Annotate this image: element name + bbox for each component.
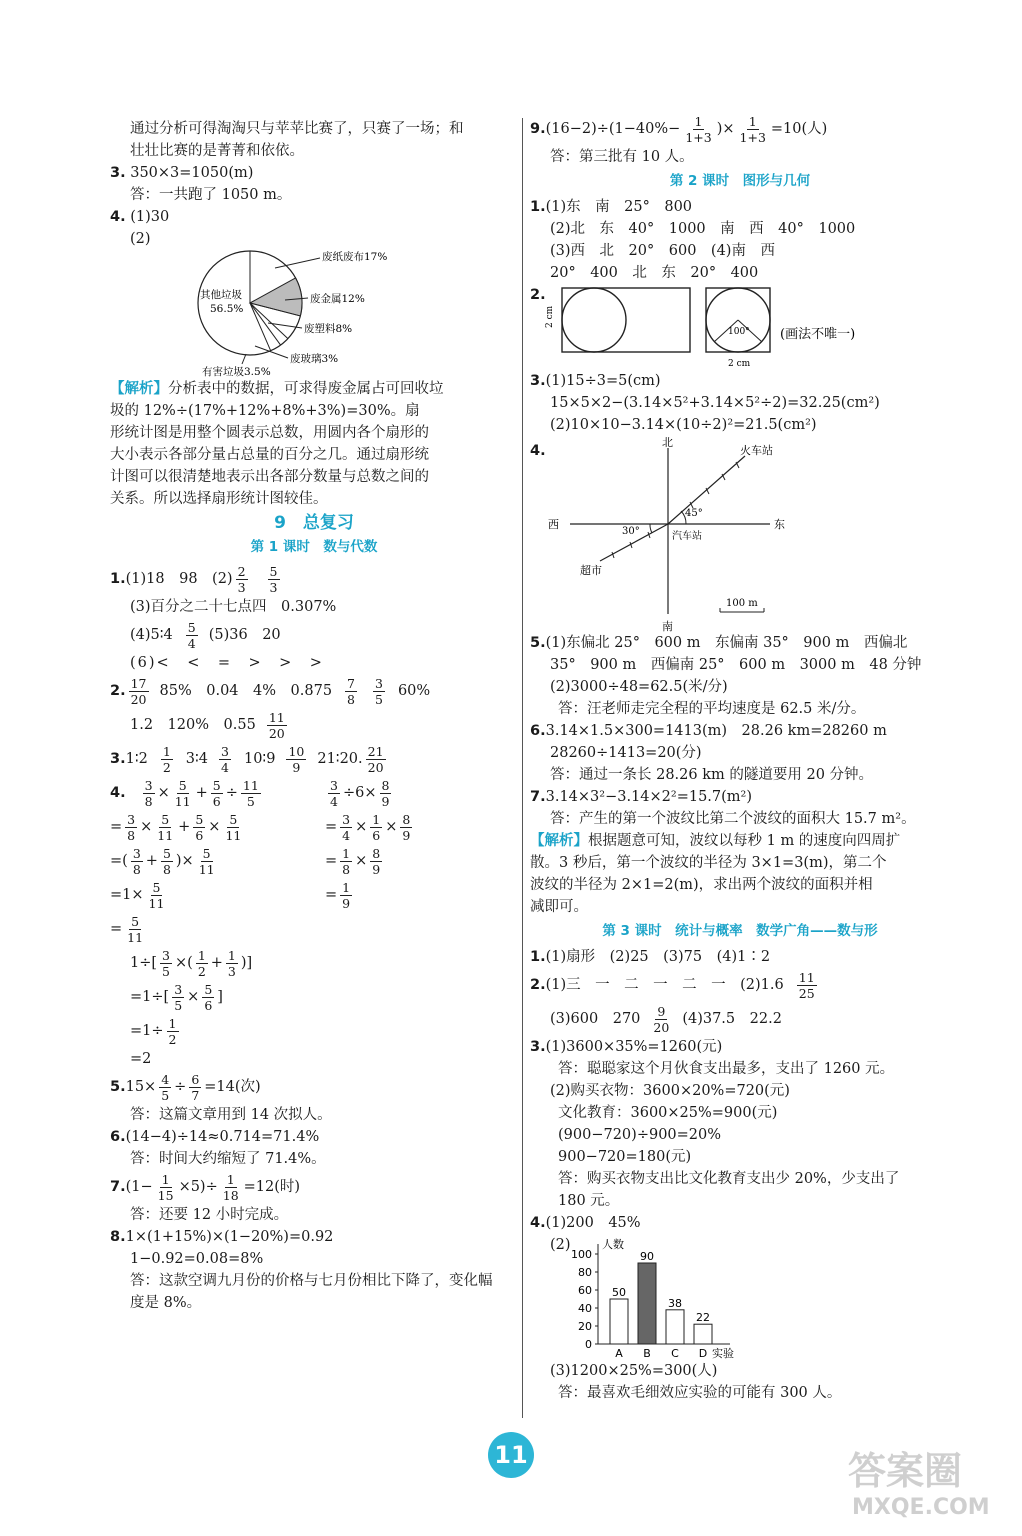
text: 10∶9 xyxy=(243,751,276,767)
text-line: 圾的 12%÷(17%+12%+8%+3%)=30%。扇 xyxy=(110,403,420,419)
fraction: $\frac{3}{4}$ xyxy=(221,743,229,775)
answer-line: 答：一共跑了 1050 m。 xyxy=(130,187,292,203)
text: 3.14×3²−3.14×2²=15.7(m²) xyxy=(545,789,753,805)
lesson-title: 第 1 课时 数与代数 xyxy=(250,539,378,555)
question-number: 9. xyxy=(530,121,546,137)
leader-line xyxy=(242,354,246,364)
answer-line: 答：最喜欢毛细效应实验的可能有 300 人。 xyxy=(558,1385,842,1401)
y-tick-label: 40 xyxy=(578,1302,592,1315)
problem-9-line: 9. (16−2)÷(1−40%− $\frac{1}{1+3}$ )× $\frac{1}{1+3}$ =10(人) xyxy=(530,113,828,145)
bus-station-label: 汽车站 xyxy=(672,531,702,542)
bar-C xyxy=(666,1310,684,1344)
bar-value-label: 50 xyxy=(612,1286,626,1299)
text-line: (2)购买衣物：3600×20%=720(元) xyxy=(550,1083,790,1099)
analysis-tag: 【解析】 xyxy=(530,833,588,849)
calc-line: = $\frac{1}{9}$ xyxy=(325,879,351,911)
text-line: 1−0.92=0.08=8% xyxy=(130,1251,264,1267)
north-label: 北 xyxy=(662,436,673,449)
question-number: 8. xyxy=(110,1229,126,1245)
text-line: 35° 900 m 西偏南 25° 600 m 3000 m 48 分钟 xyxy=(550,657,922,673)
text-line: (900−720)÷900=20% xyxy=(558,1127,722,1143)
text-line: 波纹的半径为 2×1=2(m)，求出两个波纹的面积并相 xyxy=(530,877,873,893)
text-line: 壮壮比赛的是菁菁和依依。 xyxy=(130,143,304,159)
fraction: $\frac{5}{4}$ xyxy=(187,619,196,651)
text: (1)东 南 25° 800 xyxy=(545,199,693,215)
text: (5)36 20 xyxy=(208,627,281,643)
pie-label-plastic: 废塑料8% xyxy=(304,323,353,335)
answer-line: 180 元。 xyxy=(558,1193,620,1209)
text-line: (2)10×10−3.14×(10÷2)²=21.5(cm²) xyxy=(550,417,817,433)
answer-line: 答：这篇文章用到 14 次拟人。 xyxy=(130,1107,332,1123)
fraction: $\frac{17}{20}$ xyxy=(130,675,147,707)
text: 350×3=1050(m) xyxy=(130,165,254,181)
text-line: 15×5×2−(3.14×5²+3.14×5²÷2)=32.25(cm²) xyxy=(550,395,880,411)
fraction: $\frac{1}{2}$ xyxy=(162,743,171,775)
answer-line: 答：这款空调九月份的价格与七月份相比下降了，变化幅 xyxy=(130,1273,493,1289)
text: (1)200 45% xyxy=(545,1215,641,1231)
page-number-badge: 11 xyxy=(488,1432,534,1478)
calc-line: = $\frac{3}{8}$ × $\frac{5}{11}$ + $\frac{5}{6}$ × $\frac{5}{11}$ xyxy=(110,811,242,843)
text-line: (2)北 东 40° 1000 南 西 40° 1000 xyxy=(550,221,856,237)
question-number: 1. xyxy=(530,949,546,965)
text: 3.14×1.5×300=1413(m) 28.26 km=28260 m xyxy=(545,723,887,739)
question-number: 7. xyxy=(110,1179,126,1195)
category-label: D xyxy=(698,1347,708,1360)
text-line: 大小表示各部分量占总量的百分之几。通过扇形统 xyxy=(110,447,429,463)
answer-line: 答：产生的第一个波纹比第二个波纹的面积大 15.7 m²。 xyxy=(550,811,916,827)
text-line: (2)3000÷48=62.5(米/分) xyxy=(550,679,728,695)
text: 21∶20. xyxy=(317,751,363,767)
question-number: 3. xyxy=(110,165,126,181)
answer-line: 答：汪老师走完全程的平均速度是 62.5 米/分。 xyxy=(558,701,866,717)
question-number: 3. xyxy=(530,1039,546,1055)
text: 1.2 120% 0.55 xyxy=(130,717,256,733)
text: (1)18 98 (2) xyxy=(125,571,233,587)
bottom-label: 2 cm xyxy=(728,359,751,369)
fraction: $\frac{10}{9}$ xyxy=(288,743,305,775)
question-number: 6. xyxy=(110,1129,126,1145)
question-number: 5. xyxy=(110,1079,126,1095)
calc-line: = 1 ÷ $\frac{1}{2}$ xyxy=(130,1015,177,1047)
market-label: 超市 xyxy=(580,564,602,577)
text-line: (6)< < = > > > xyxy=(130,655,324,671)
y-axis-label: 人数 xyxy=(602,1238,624,1251)
bar-B xyxy=(638,1263,656,1344)
bar-chart xyxy=(530,1234,950,1360)
watermark-logo xyxy=(842,1440,992,1520)
question-number: 4. xyxy=(110,209,126,225)
text-line: 900−720=180(元) xyxy=(558,1149,692,1165)
side-label: 2 cm xyxy=(545,305,555,328)
question-number: 5. xyxy=(530,635,546,651)
compass-svg xyxy=(540,436,840,632)
answer-line: 答：第三批有 10 人。 xyxy=(550,149,694,165)
problem-s2-line: (3)600 270 $\frac{9}{20}$ (4)37.5 22.2 xyxy=(550,1003,782,1035)
calc-line: $\frac{3}{4}$ ÷ 6 × $\frac{8}{9}$ xyxy=(330,777,390,809)
watermark-url: MXQE.COM xyxy=(852,1495,990,1520)
problem-4 xyxy=(110,776,518,946)
bar-A xyxy=(610,1299,628,1344)
text: (2) xyxy=(550,1237,571,1253)
problem-2-line xyxy=(110,674,518,708)
x-axis-label: 实验 xyxy=(712,1347,734,1360)
answer-line: 度是 8%。 xyxy=(130,1295,202,1311)
y-tick-label: 0 xyxy=(585,1338,592,1351)
y-tick-label: 100 xyxy=(571,1248,592,1261)
pie-label-metal: 废金属12% xyxy=(310,293,365,305)
y-tick-label: 20 xyxy=(578,1320,592,1333)
bar-value-label: 38 xyxy=(668,1296,682,1310)
answer-line: 答：通过一条长 28.26 km 的隧道要用 20 分钟。 xyxy=(550,767,874,783)
text: 根据题意可知，波纹以每秒 1 m 的速度向四周扩 xyxy=(588,833,901,849)
pie-chart-svg xyxy=(150,228,450,378)
pie-value-other: 56.5% xyxy=(210,303,244,315)
text: (1)15÷3=5(cm) xyxy=(545,373,661,389)
west-label: 西 xyxy=(548,518,559,531)
question-number: 3. xyxy=(530,373,546,389)
pie-label-glass: 废玻璃3% xyxy=(290,353,339,365)
lesson-title: 第 2 课时 图形与几何 xyxy=(669,173,811,189)
fraction: $\frac{7}{8}$ xyxy=(347,675,355,707)
east-label: 东 xyxy=(774,518,785,531)
answer-line: 答：购买衣物支出比文化教育支出少 20%，少支出了 xyxy=(558,1171,900,1187)
text-line: (3)1200×25%=300(人) xyxy=(550,1363,718,1379)
text: 1×(1+15%)×(1−20%)=0.92 xyxy=(125,1229,334,1245)
pie-label-paper: 废纸废布17% xyxy=(322,251,388,263)
section-title: 9 总复习 xyxy=(274,513,354,533)
bar-chart-svg xyxy=(530,1234,790,1360)
text-line: 通过分析可得淘淘只与苹苹比赛了，只赛了一场；和 xyxy=(130,121,464,137)
problem-4-map xyxy=(530,436,950,632)
calc-line: = $\frac{5}{11}$ xyxy=(110,913,144,945)
problem-2-figure xyxy=(530,284,950,370)
text-line: 文化教育：3600×25%=900(元) xyxy=(558,1105,778,1121)
text-line: 计图可以很清楚地表示出各部分数量与总数之间的 xyxy=(110,469,429,485)
question-number: 1. xyxy=(110,571,126,587)
bar-value-label: 90 xyxy=(640,1250,654,1263)
question-number: 2. xyxy=(530,287,546,303)
problem-3-line xyxy=(110,742,518,776)
geometry-svg xyxy=(530,284,930,370)
category-label: B xyxy=(643,1347,651,1360)
text: (1)30 xyxy=(130,209,170,225)
calc-line: = 1 ÷[ $\frac{3}{5}$ × $\frac{5}{6}$ ] xyxy=(130,981,223,1013)
right-column xyxy=(530,113,950,1404)
problem-1-line xyxy=(110,618,518,652)
text-line: 28260÷1413=20(分) xyxy=(550,745,702,761)
column-divider xyxy=(522,118,523,1418)
answer-line: 答：还要 12 小时完成。 xyxy=(130,1207,289,1223)
text: 3∶4 xyxy=(185,751,209,767)
south-label: 南 xyxy=(662,620,673,632)
y-tick-label: 60 xyxy=(578,1284,592,1297)
problem-5-line: 5. 15× $\frac{4}{5}$ ÷ $\frac{6}{7}$ =14(次) xyxy=(110,1071,261,1103)
problem-7-line: 7. (1− $\frac{1}{15}$ ×5)÷ $\frac{1}{18}$ =12(时) xyxy=(110,1171,301,1203)
calc-line: = $\frac{1}{8}$ × $\frac{8}{9}$ xyxy=(325,845,381,877)
question-number: 4. xyxy=(530,1215,546,1231)
text-line: 关系。所以选择扇形统计图较佳。 xyxy=(110,491,328,507)
text: 1∶2 xyxy=(125,751,148,767)
calc-line: 1 ÷[ $\frac{3}{5}$ ×( $\frac{1}{2}$ + $\frac{1}{3}$ )] xyxy=(130,947,253,979)
fraction: $\frac{5}{3}$ xyxy=(269,563,278,595)
fraction: $\frac{3}{5}$ xyxy=(375,675,383,707)
note-label: (画法不唯一) xyxy=(780,327,856,342)
question-number: 6. xyxy=(530,723,546,739)
text: (1)东偏北 25° 600 m 东偏南 35° 900 m 西偏北 xyxy=(545,635,908,651)
text: 60% xyxy=(397,683,431,699)
question-number: 2. xyxy=(110,683,126,699)
calc-line: = ( $\frac{3}{8}$ + $\frac{5}{8}$ )× $\frac{5}{11}$ xyxy=(110,845,215,877)
question-number: 3. xyxy=(110,751,126,767)
pie-chart xyxy=(150,228,518,378)
question-number: 4. xyxy=(530,443,546,459)
angle-label: 100° xyxy=(728,327,750,337)
watermark-text: 答案圈 xyxy=(848,1449,963,1493)
fraction: $\frac{11}{20}$ xyxy=(268,709,285,741)
pie-label-other: 其他垃圾 xyxy=(200,289,242,301)
angle-30-label: 30° xyxy=(622,526,640,537)
calc-line: =2 xyxy=(130,1051,152,1067)
question-number: 4. xyxy=(110,785,126,801)
left-column xyxy=(110,118,518,1314)
circle-shape xyxy=(562,288,626,352)
text: (1)扇形 (2)25 (3)75 (4)1∶2 xyxy=(545,949,771,965)
train-station-label: 火车站 xyxy=(740,444,773,457)
y-tick-label: 80 xyxy=(578,1266,592,1279)
calc-line: = 1 × $\frac{5}{11}$ xyxy=(110,879,165,911)
text-line: (3)西 北 20° 600 (4)南 西 xyxy=(550,243,775,259)
angle-45-label: 45° xyxy=(685,508,703,519)
category-label: A xyxy=(615,1347,623,1360)
analysis-tag: 【解析】 xyxy=(110,381,168,397)
scale-label: 100 m xyxy=(726,598,758,609)
problem-1-line xyxy=(110,562,518,596)
category-label: C xyxy=(671,1347,679,1360)
text: (1)3600×35%=1260(元) xyxy=(545,1039,723,1055)
pie-label-harmful: 有害垃圾3.5% xyxy=(202,366,271,378)
text: (14−4)÷14≈0.714=71.4% xyxy=(125,1129,320,1145)
text-line: 散。3 秒后，第一个波纹的半径为 3×1=3(m)，第二个 xyxy=(530,855,887,871)
answer-line: 答：聪聪家这个月伙食支出最多，支出了 1260 元。 xyxy=(558,1061,895,1077)
fraction: $\frac{2}{3}$ xyxy=(237,563,246,595)
question-number: 2. xyxy=(530,977,546,993)
text-line: (3)百分之二十七点四 0.307% xyxy=(130,599,337,615)
lesson-title: 第 3 课时 统计与概率 数学广角——数与形 xyxy=(602,923,878,939)
fraction: $\frac{21}{20}$ xyxy=(367,743,384,775)
question-number: 7. xyxy=(530,789,546,805)
text-line: 20° 400 北 东 20° 400 xyxy=(550,265,759,281)
bar-value-label: 22 xyxy=(696,1311,710,1325)
problem-s2-line: 2. (1)三 一 二 一 二 一 (2)1.6 $\frac{11}{25}$ xyxy=(530,969,815,1001)
text: 85% 0.04 4% 0.875 xyxy=(159,683,333,699)
problem-2-line xyxy=(110,708,518,742)
bar-D xyxy=(694,1324,712,1344)
calc-line: 4. $\frac{3}{8}$ × $\frac{5}{11}$ + $\frac{5}{6}$ ÷ $\frac{11}{5}$ xyxy=(110,777,259,809)
text-line: 形统计图是用整个圆表示总数，用圆内各个扇形的 xyxy=(110,425,429,441)
answer-line: 答：时间大约缩短了 71.4%。 xyxy=(130,1151,326,1167)
question-number: 1. xyxy=(530,199,546,215)
calc-line: = $\frac{3}{4}$ × $\frac{1}{6}$ × $\frac{8}{9}$ xyxy=(325,811,411,843)
text-line: 减即可。 xyxy=(530,899,588,915)
text: 分析表中的数据，可求得废金属占可回收垃 xyxy=(168,381,444,397)
text: (4)5∶4 xyxy=(130,627,173,643)
text: (2) xyxy=(130,231,151,247)
